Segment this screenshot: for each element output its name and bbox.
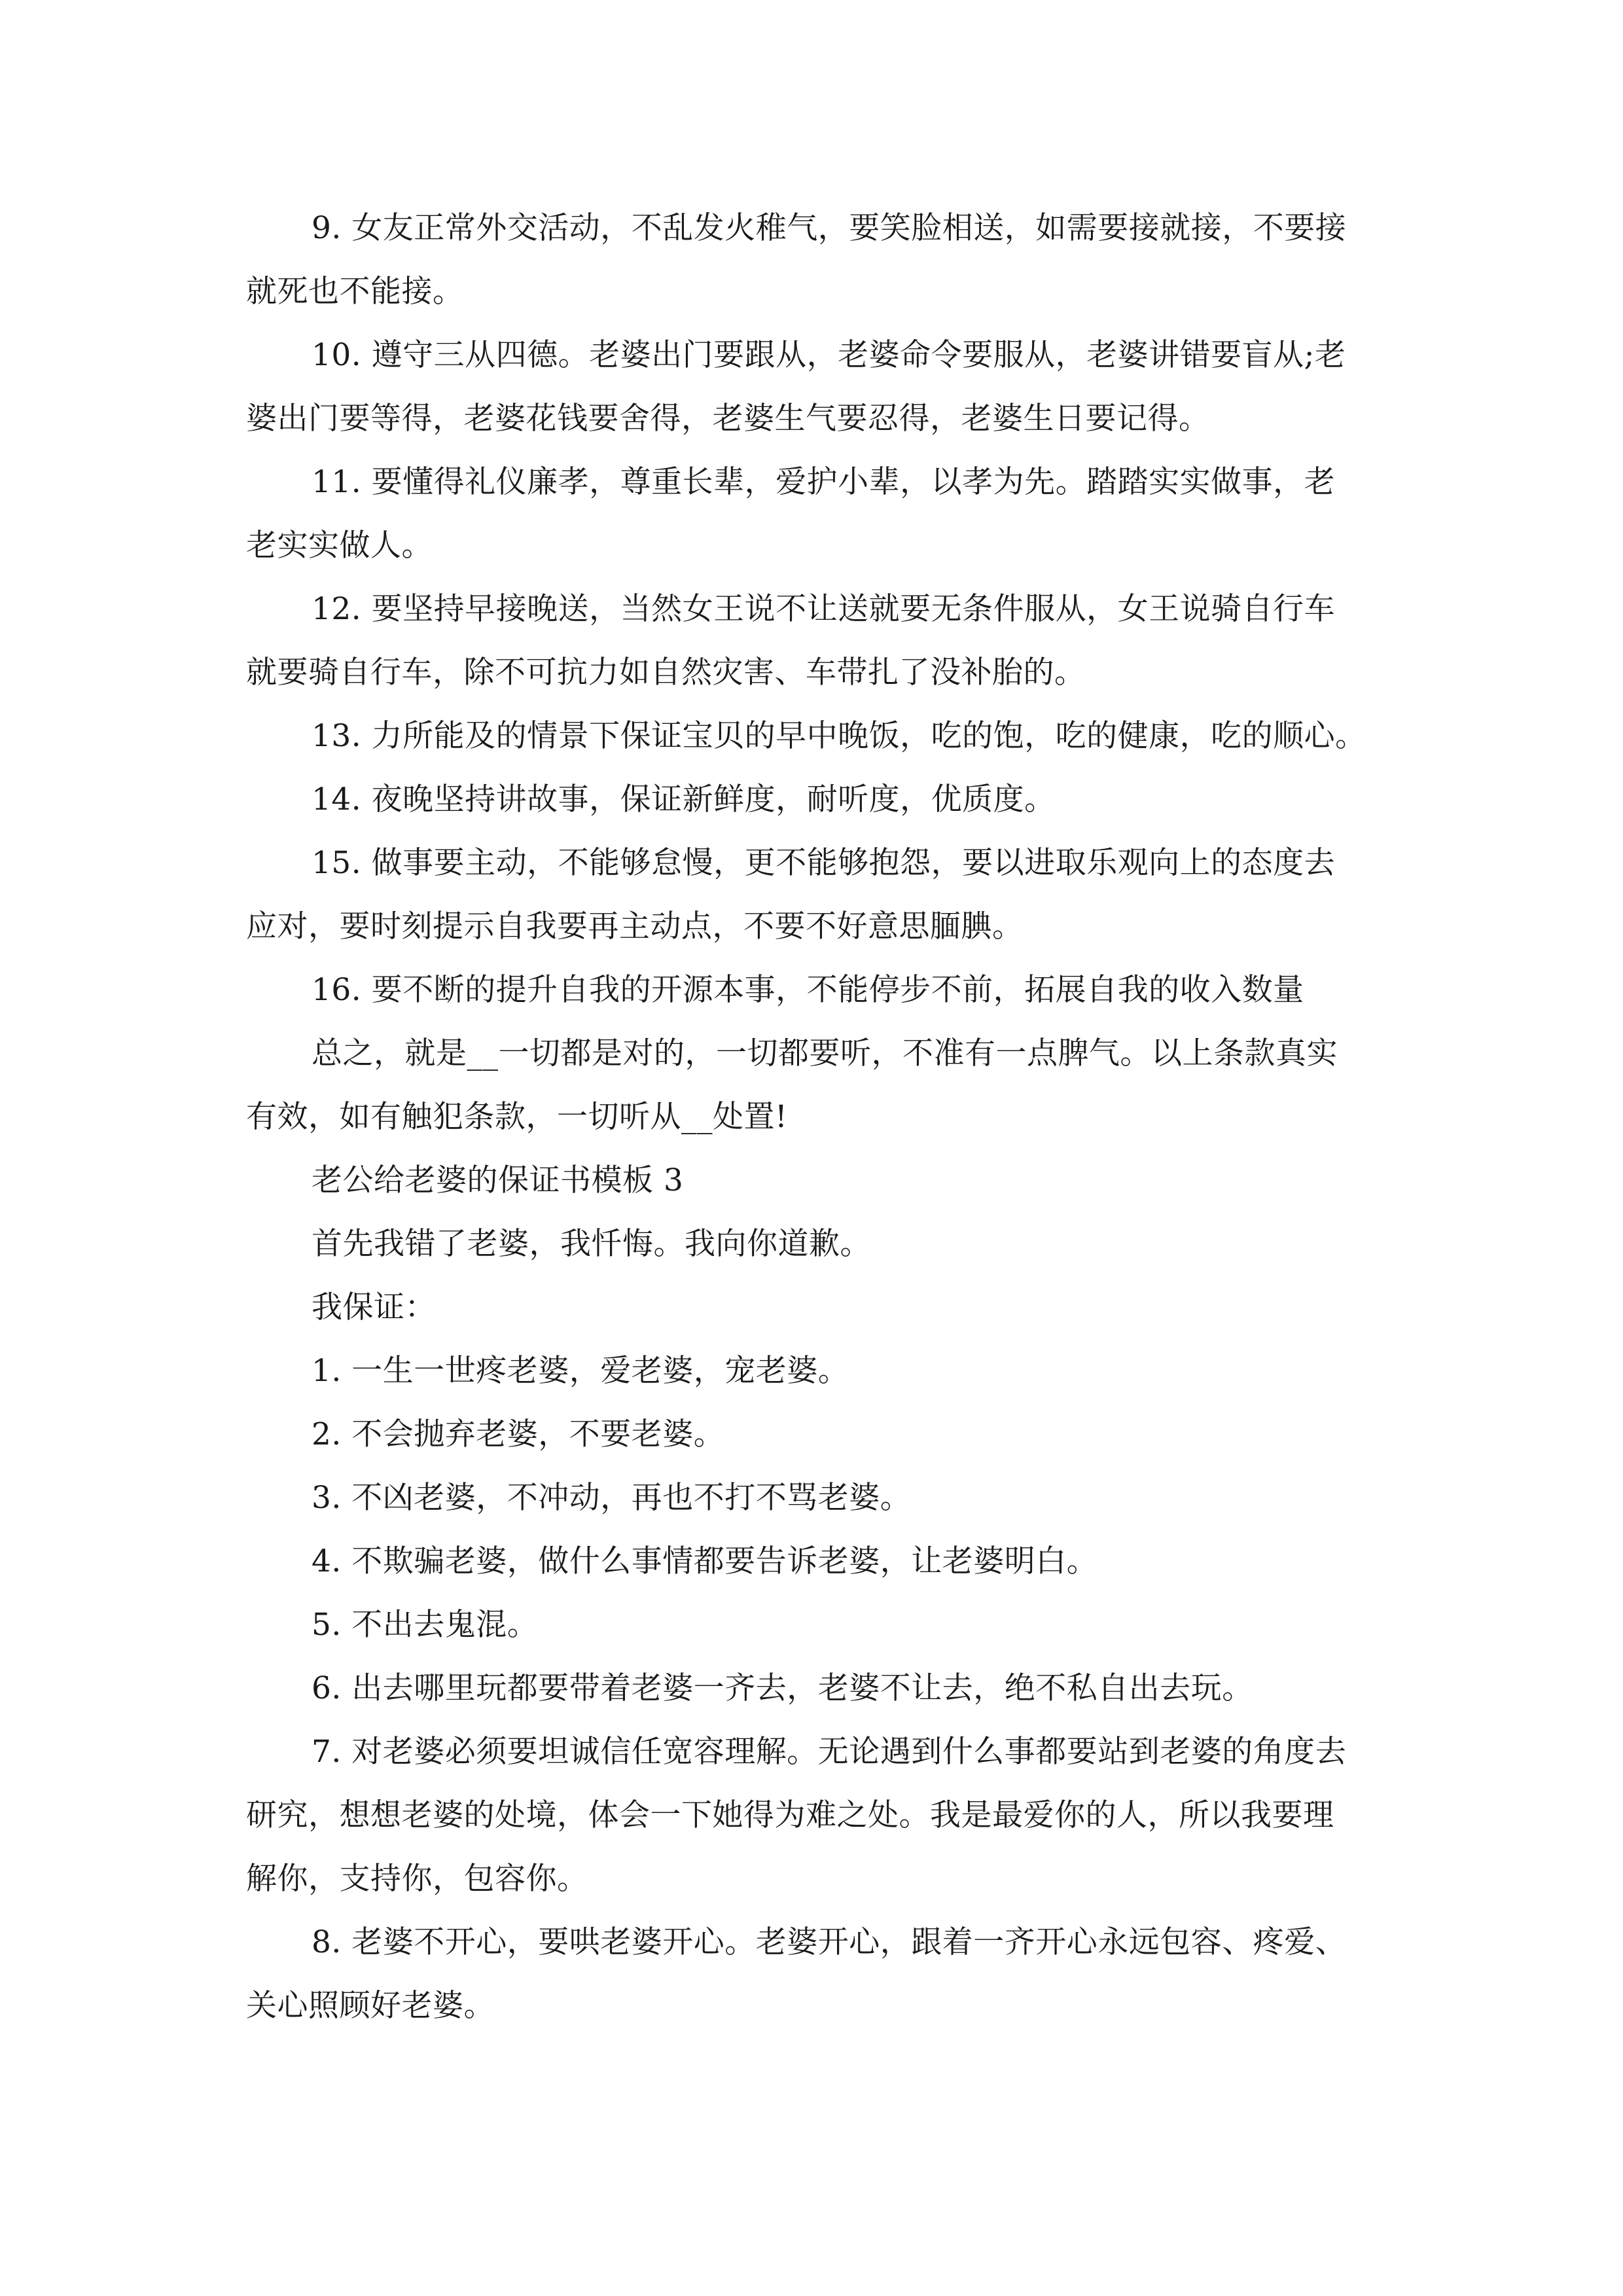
- list-item-12-line-1: 12. 要坚持早接晚送，当然女王说不让送就要无条件服从，女王说骑自行车: [312, 591, 1336, 627]
- section-heading: 老公给老婆的保证书模板 3: [312, 1162, 684, 1198]
- pledge-item-8-line-1: 8. 老婆不开心，要哄老婆开心。老婆开心，跟着一齐开心永远包容、疼爱、: [312, 1924, 1347, 1960]
- list-item-9-line-1: 9. 女友正常外交活动，不乱发火稚气，要笑脸相送，如需要接就接，不要接: [312, 210, 1347, 246]
- summary-line-2: 有效，如有触犯条款，一切听从__处置!: [246, 1099, 788, 1135]
- list-item-15-line-2: 应对，要时刻提示自我要再主动点，不要不好意思腼腆。: [246, 908, 1024, 944]
- list-item-11-line-1: 11. 要懂得礼仪廉孝，尊重长辈，爱护小辈，以孝为先。踏踏实实做事，老: [312, 464, 1336, 500]
- list-item-14: 14. 夜晚坚持讲故事，保证新鲜度，耐听度，优质度。: [312, 781, 1056, 817]
- pledge-item-6: 6. 出去哪里玩都要带着老婆一齐去，老婆不让去，绝不私自出去玩。: [312, 1670, 1253, 1706]
- apology-paragraph: 首先我错了老婆，我忏悔。我向你道歉。: [312, 1226, 871, 1262]
- list-item-15-line-1: 15. 做事要主动，不能够怠慢，更不能够抱怨，要以进取乐观向上的态度去: [312, 845, 1336, 881]
- pledge-item-8-line-2: 关心照顾好老婆。: [246, 1988, 495, 2024]
- pledge-item-5: 5. 不出去鬼混。: [312, 1607, 539, 1643]
- pledge-item-7-line-3: 解你，支持你，包容你。: [246, 1861, 588, 1897]
- list-item-10-line-1: 10. 遵守三从四德。老婆出门要跟从，老婆命令要服从，老婆讲错要盲从;老: [312, 337, 1346, 373]
- list-item-10-line-2: 婆出门要等得，老婆花钱要舍得，老婆生气要忍得，老婆生日要记得。: [246, 401, 1210, 437]
- list-item-13: 13. 力所能及的情景下保证宝贝的早中晚饭，吃的饱，吃的健康，吃的顺心。: [312, 718, 1366, 754]
- pledge-item-2: 2. 不会抛弃老婆，不要老婆。: [312, 1416, 725, 1452]
- list-item-9-line-2: 就死也不能接。: [246, 274, 464, 310]
- pledge-item-7-line-2: 研究，想想老婆的处境，体会一下她得为难之处。我是最爱你的人，所以我要理: [246, 1797, 1334, 1833]
- list-item-12-line-2: 就要骑自行车，除不可抗力如自然灾害、车带扎了没补胎的。: [246, 655, 1086, 691]
- list-item-11-line-2: 老实实做人。: [246, 528, 433, 564]
- pledge-intro: 我保证：: [312, 1289, 436, 1325]
- pledge-item-7-line-1: 7. 对老婆必须要坦诚信任宽容理解。无论遇到什么事都要站到老婆的角度去: [312, 1734, 1347, 1770]
- pledge-item-4: 4. 不欺骗老婆，做什么事情都要告诉老婆，让老婆明白。: [312, 1543, 1098, 1579]
- pledge-item-3: 3. 不凶老婆，不冲动，再也不打不骂老婆。: [312, 1480, 912, 1516]
- summary-line-1: 总之，就是__一切都是对的，一切都要听，不准有一点脾气。以上条款真实: [312, 1035, 1338, 1071]
- list-item-16: 16. 要不断的提升自我的开源本事，不能停步不前，拓展自我的收入数量: [312, 972, 1304, 1008]
- pledge-item-1: 1. 一生一世疼老婆，爱老婆，宠老婆。: [312, 1353, 849, 1389]
